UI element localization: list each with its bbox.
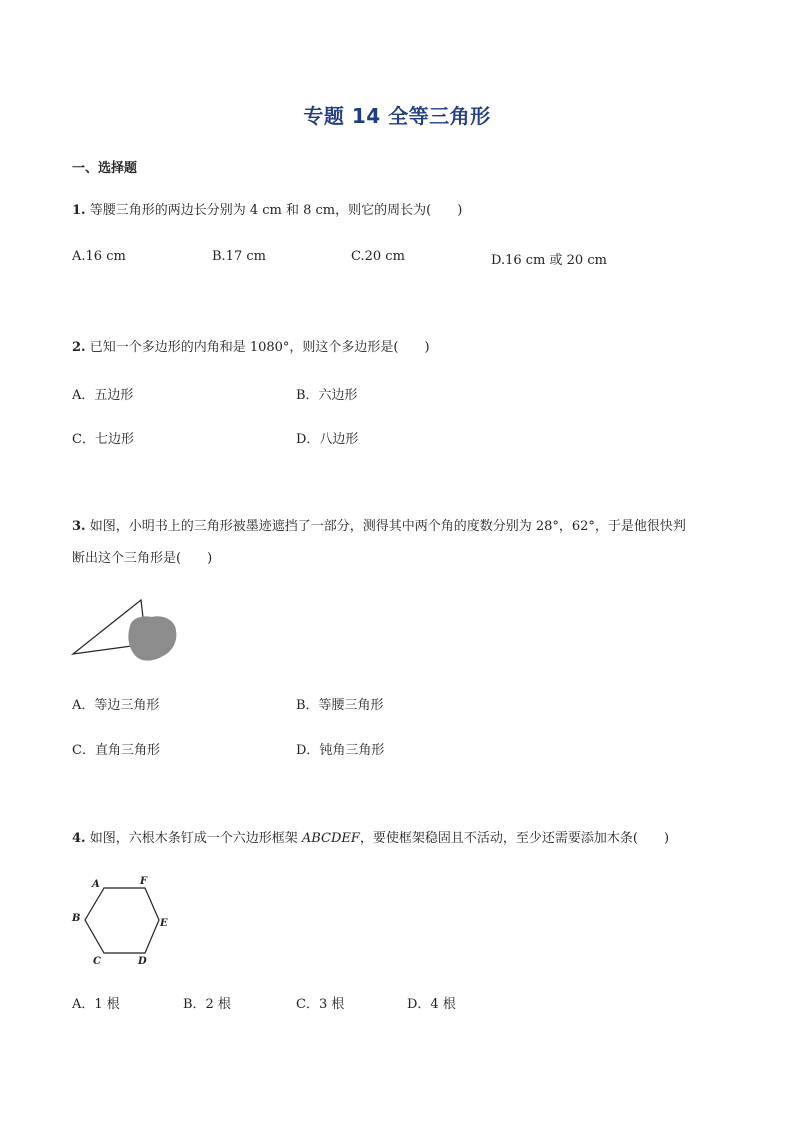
q3-option-a: A．等边三角形 (72, 698, 160, 713)
question-4 (72, 829, 669, 849)
question-3-continued: 断出这个三角形是( ) (72, 551, 213, 566)
q1-option-a: A.16 cm (72, 249, 126, 264)
question-number: 4. (72, 831, 86, 846)
q3-option-b: B．等腰三角形 (296, 698, 384, 713)
hexagon-name: ABCDEF (301, 831, 360, 846)
q1-option-d: D.16 cm 或 20 cm (491, 253, 607, 268)
question-text: 如图，小明书上的三角形被墨迹遮挡了一部分，测得其中两个角的度数分别为 28°，62°，于是他很快判 (85, 519, 686, 534)
vertex-label-a: A (92, 879, 100, 890)
q2-option-a: A．五边形 (72, 388, 134, 403)
question-text: 已知一个多边形的内角和是 1080°，则这个多边形是( ) (85, 340, 430, 355)
q1-option-c: C.20 cm (351, 249, 405, 264)
q3-option-d: D．钝角三角形 (296, 743, 385, 758)
vertex-label-c: C (93, 956, 101, 967)
page-title: 专题 14 全等三角形 (303, 104, 491, 128)
question-3 (72, 517, 686, 537)
question-text: 如图，六根木条钉成一个六边形框架 (85, 831, 302, 846)
hexagon-shape (85, 888, 159, 953)
q1-option-b: B.17 cm (212, 249, 266, 264)
q2-option-b: B．六边形 (296, 388, 358, 403)
q2-option-d: D．八边形 (296, 432, 359, 447)
q4-option-b: B．2 根 (183, 997, 231, 1012)
vertex-label-f: F (140, 876, 148, 887)
q4-option-a: A．1 根 (72, 997, 120, 1012)
vertex-label-b: B (72, 913, 81, 924)
q3-option-c: C．直角三角形 (72, 743, 160, 758)
question-text-end: ，要使框架稳固且不活动，至少还需要添加木条( ) (359, 831, 670, 846)
question-2 (72, 338, 430, 358)
q2-option-c: C．七边形 (72, 432, 134, 447)
question-1 (72, 201, 462, 221)
triangle-ink-figure (68, 596, 183, 666)
q4-option-d: D．4 根 (407, 997, 456, 1012)
hexagon-figure (66, 870, 176, 970)
vertex-label-e: E (160, 918, 168, 929)
section-heading: 一、选择题 (72, 161, 138, 176)
ink-blot-shape (128, 616, 176, 660)
question-number: 3. (72, 519, 86, 534)
question-text: 等腰三角形的两边长分别为 4 cm 和 8 cm，则它的周长为( ) (85, 203, 463, 218)
vertex-label-d: D (138, 956, 147, 967)
question-number: 2. (72, 340, 86, 355)
q4-option-c: C．3 根 (296, 997, 345, 1012)
question-number: 1. (72, 203, 86, 218)
